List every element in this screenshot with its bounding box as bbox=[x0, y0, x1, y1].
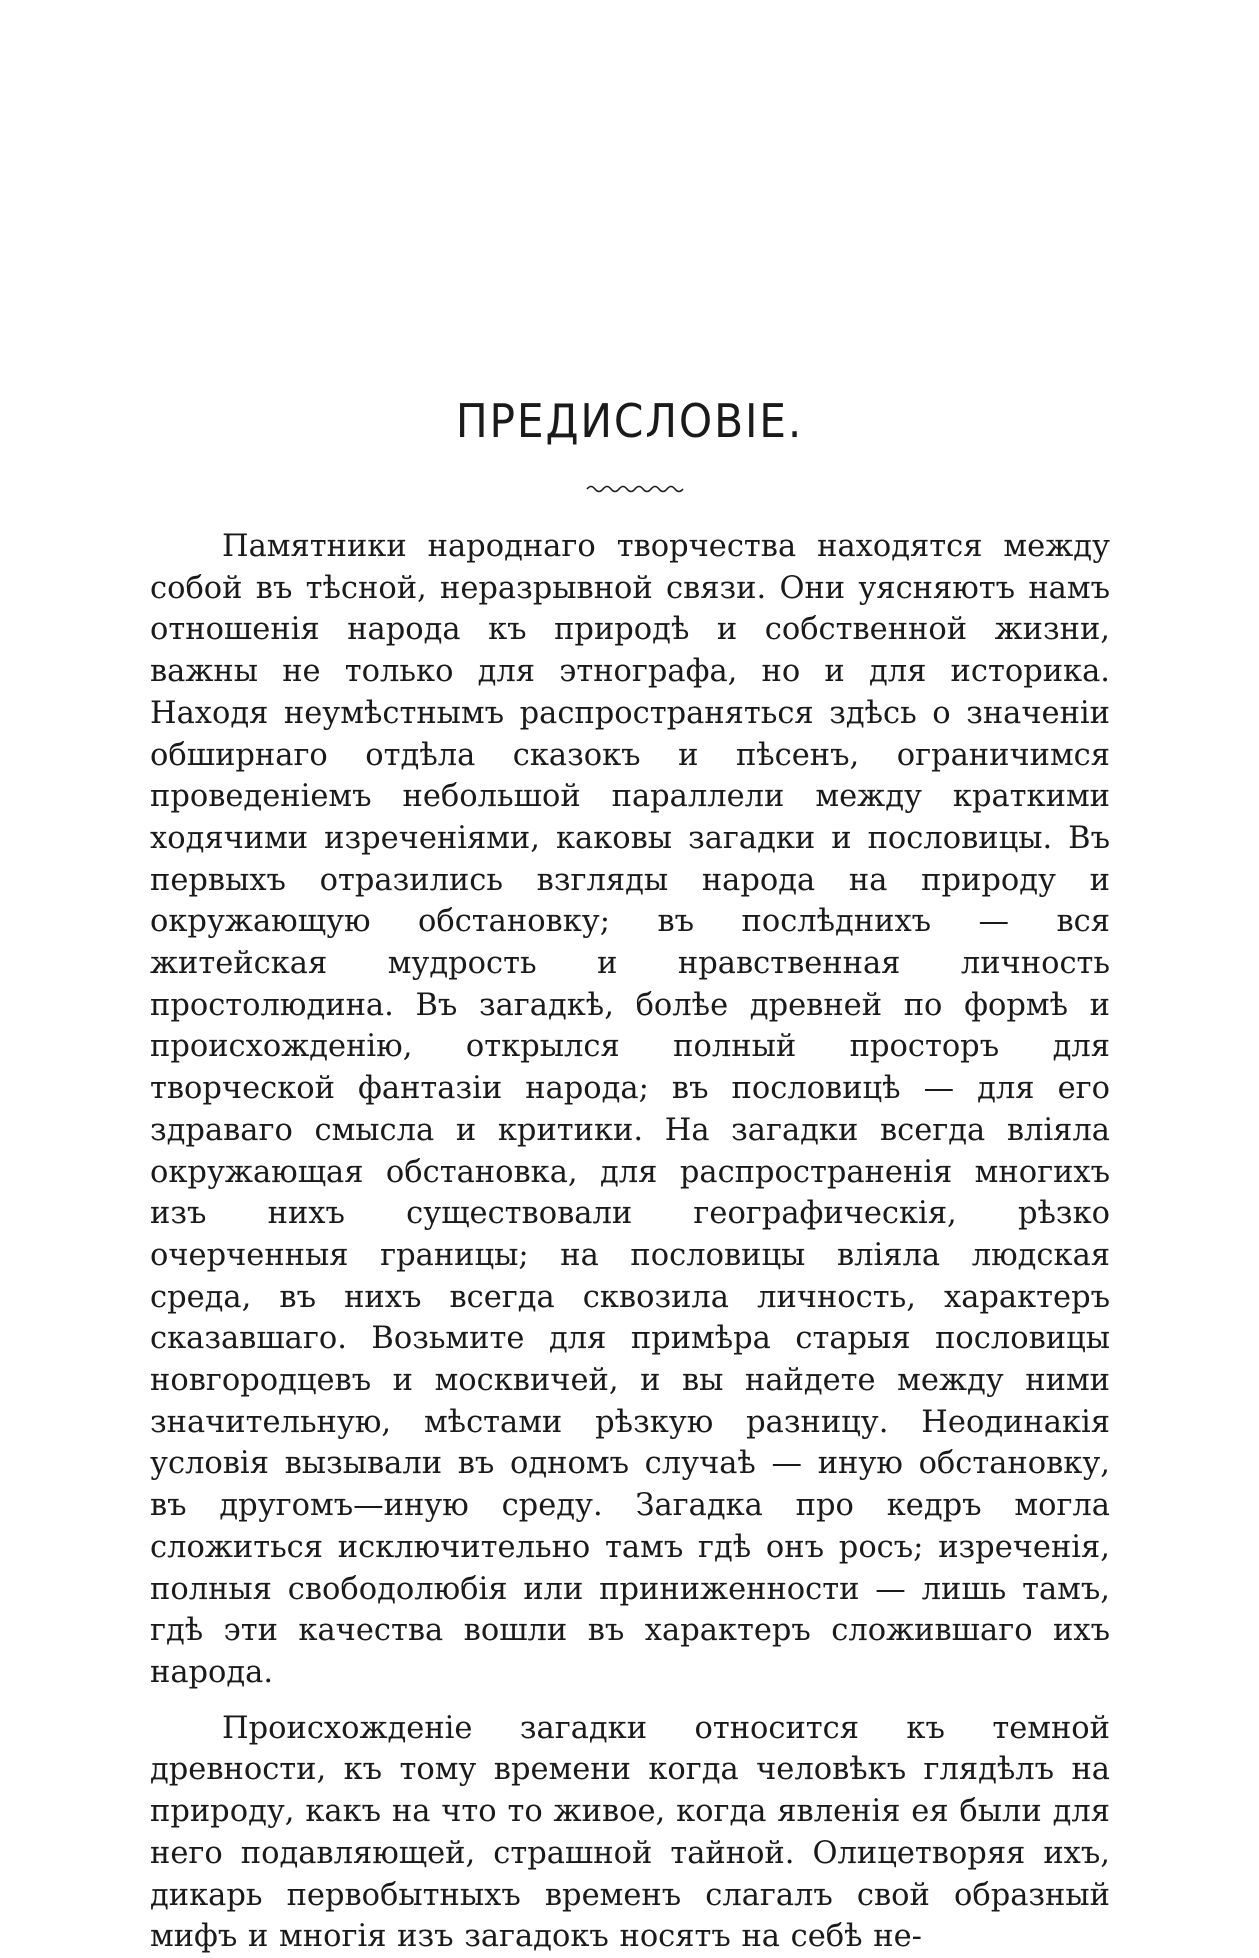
paragraph-1: Памятники народнаго творчества находятся между собой въ тѣсной, неразрывной связи. Они уясняютъ намъ отношенія народа къ природѣ и собственной жизни, важны не только для этнографа, но и для историка. Находя неумѣстнымъ распространяться здѣсь о значеніи обширнаго отдѣла сказокъ и пѣсенъ, ограничимся проведеніемъ небольшой параллели между краткими ходячими изреченіями, каковы загадки и пословицы. Въ первыхъ отразились взгляды народа на природу и окружающую обстановку; въ послѣднихъ — вся житейская мудрость и нравственная личность простолюдина. Въ загадкѣ, болѣе древней по формѣ и происхожденію, открылся полный просторъ для творческой фантазіи народа; въ пословицѣ — для его здраваго смысла и критики. На загадки всегда вліяла окружающая обстановка, для распространенія многихъ изъ нихъ существовали географическія, рѣзко очерченныя границы; на пословицы вліяла людская среда, въ нихъ всегда сквозила личность, характеръ сказавшаго. Возьмите для примѣра старыя пословицы новгородцевъ и москвичей, и вы найдете между ними значительную, мѣстами рѣзкую разницу. Неодинакія условія вызывали въ одномъ случаѣ — иную обстановку, въ другомъ—иную среду. Загадка про кедръ могла сложиться исключительно тамъ гдѣ онъ росъ; изреченія, полныя свободолюбія или приниженности — лишь тамъ, гдѣ эти качества вошли въ характеръ сложившаго ихъ народа. bbox=[150, 529, 1110, 1690]
paragraph-2: Происхожденіе загадки относится къ темной древности, къ тому времени когда человѣкъ глядѣлъ на природу, какъ на что то живое, когда явленія ея были для него подавляющей, страшной тайной. Олицетворяя ихъ, дикарь первобытныхъ временъ слагалъ свой образный мифъ и многія изъ загадокъ носятъ на себѣ не- bbox=[150, 1710, 1110, 1955]
page-title: ПРЕДИСЛОВІЕ. bbox=[455, 394, 804, 448]
wavy-line-ornament-icon bbox=[585, 482, 685, 496]
body-text bbox=[150, 526, 1110, 1955]
